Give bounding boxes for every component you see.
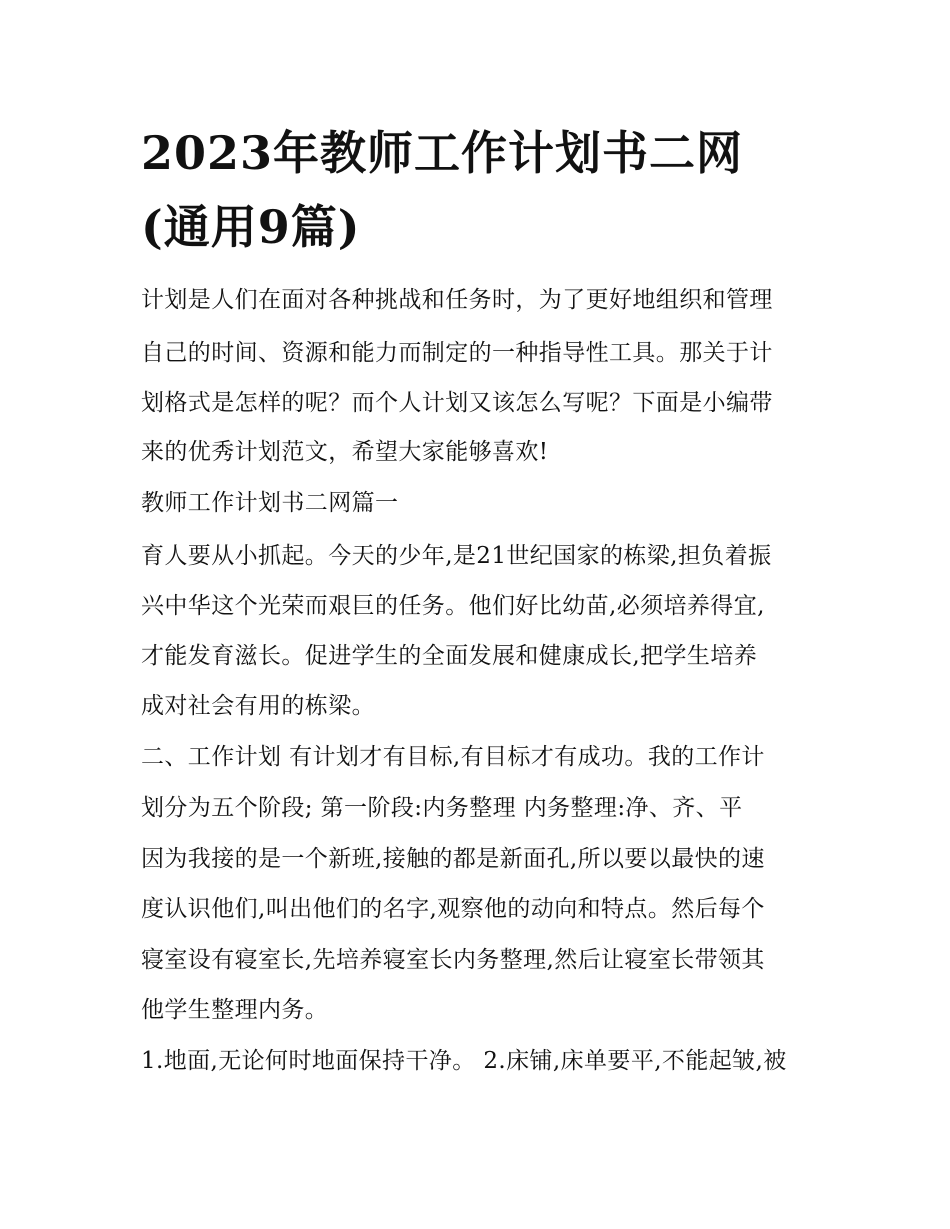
section-heading: 教师工作计划书二网篇一: [141, 490, 399, 516]
body-line: 二、工作计划 有计划才有目标,有目标才有成功。我的工作计: [141, 744, 765, 770]
body-line: 自己的时间、资源和能力而制定的一种指导性工具。那关于计: [141, 340, 773, 366]
body-line: 成对社会有用的栋梁。: [141, 693, 375, 719]
body-line: 育人要从小抓起。今天的少年,是21世纪国家的栋梁,担负着振: [141, 543, 772, 569]
body-line: 度认识他们,叫出他们的名字,观察他的动向和特点。然后每个: [141, 896, 765, 922]
document-title-line-2: (通用9篇): [141, 200, 361, 254]
body-line: 因为我接的是一个新班,接触的都是新面孔,所以要以最快的速: [141, 846, 765, 872]
body-line: 计划是人们在面对各种挑战和任务时，为了更好地组织和管理: [141, 287, 773, 313]
body-line: 他学生整理内务。: [141, 997, 329, 1023]
body-line: 才能发育滋长。促进学生的全面发展和健康成长,把学生培养: [141, 643, 758, 669]
body-line: 划分为五个阶段; 第一阶段:内务整理 内务整理:净、齐、平: [141, 795, 743, 821]
body-line: 划格式是怎样的呢？而个人计划又该怎么写呢？下面是小编带: [141, 390, 773, 416]
body-line: 来的优秀计划范文，希望大家能够喜欢!: [141, 439, 549, 465]
document-title-line-1: 2023年教师工作计划书二网: [141, 126, 744, 180]
body-line: 寝室设有寝室长,先培养寝室长内务整理,然后让寝室长带领其: [141, 947, 765, 973]
body-line: 1.地面,无论何时地面保持干净。 2.床铺,床单要平,不能起皱,被: [141, 1048, 787, 1074]
body-line: 兴中华这个光荣而艰巨的任务。他们好比幼苗,必须培养得宜,: [141, 593, 765, 619]
